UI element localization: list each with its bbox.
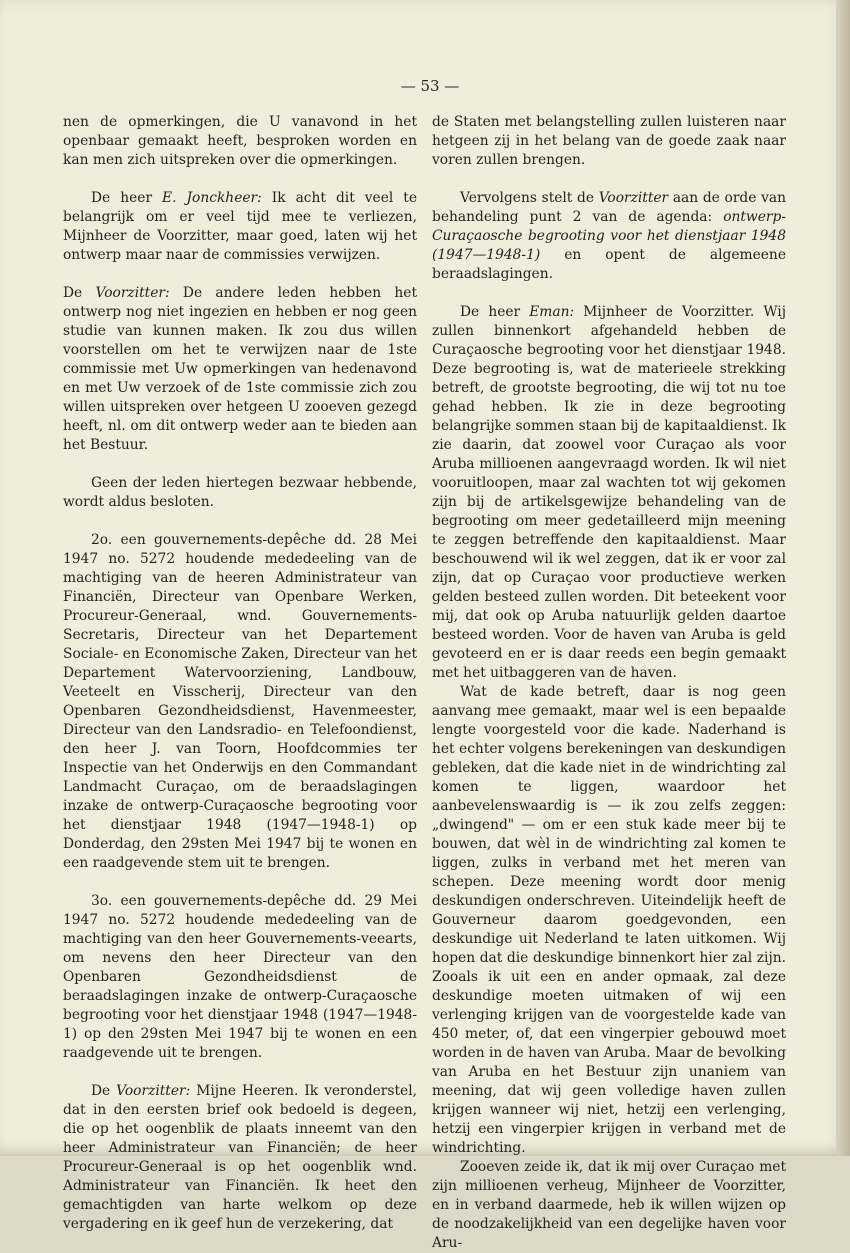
speaker-name: Voorzitter: <box>116 1083 191 1099</box>
paragraph-text: Zooeven zeide ik, dat ik mij over Curaçao met zijn millioenen verheug, Mijnheer de Voorzitter, en in verband daarmede, heb ik willen wijzen op de noodzakelijkheid van een degelijke haven voor Aru- <box>432 1159 786 1251</box>
paragraph-gap <box>63 455 417 474</box>
paragraph-text: Mijne Heeren. Ik veronderstel, dat in den eersten brief ook bedoeld is degeen, die op het oogenblik de plaats inneemt van den heer Administrateur van Financiën; de heer Procureur-Generaal is op het oogenblik wnd. Administrateur van Financiën. Ik heet den gemachtigden van harte welkom op deze vergadering en ik geef hun de verzekering, dat <box>63 1083 417 1232</box>
paragraph <box>63 531 417 873</box>
paragraph-text: Vervolgens stelt de <box>460 190 599 206</box>
paragraph <box>63 284 417 455</box>
paragraph-text: Ik acht dit veel te belangrijk om er veel tijd mee te verliezen, Mijnheer de Voorzitter, maar goed, laten wij het ontwerp maar naar de commissies verwijzen. <box>63 190 417 263</box>
paragraph-text: de Staten met belangstelling zullen luisteren naar hetgeen zij in het belang van de goede zaak naar voren zullen brengen. <box>432 114 786 168</box>
paragraph <box>432 303 786 683</box>
paragraph-text: 2o. een gouvernements-depêche dd. 28 Mei 1947 no. 5272 houdende mededeeling van de machtiging van de heeren Administrateur van Financiën, Directeur van Openbare Werken, Procureur-Generaal, wnd. Gouvernements-Secretaris, Directeur van het Departement Sociale- en Economische Zaken, Directeur van het Departement Watervoorziening, Landbouw, Veeteelt en Visscherij, Directeur van den Openbaren Gezondheidsdienst, Havenmeester, Directeur van den Landsradio- en Telefoondienst, den heer J. van Toorn, Hoofdcommies ter Inspectie van het Onderwijs en den Commandant Landmacht Curaçao, om de beraadslagingen inzake de ontwerp-Curaçaosche begrooting voor het dienstjaar 1948 (1947—1948-1) op Donderdag, den 29sten Mei 1947 bij te wonen en een raadgevende stem uit te brengen. <box>63 532 417 871</box>
paragraph-gap <box>63 1063 417 1082</box>
paragraph <box>432 1158 786 1253</box>
speaker-name: Voorzitter <box>598 190 669 206</box>
speaker-name: Voorzitter: <box>95 285 170 301</box>
paragraph-gap <box>63 170 417 189</box>
paragraph-text: en opent de algemeene beraadslagingen. <box>432 247 786 282</box>
paragraph-text: De <box>63 285 96 301</box>
paragraph <box>63 892 417 1063</box>
page-edge-shadow <box>836 0 850 1156</box>
paragraph-text: Wat de kade betreft, daar is nog geen aanvang mee gemaakt, maar wel is een bepaalde lengte voorgesteld voor die kade. Naderhand is het echter volgens berekeningen van deskundigen gebleken, dat die kade niet in de windrichting zal komen te liggen, waardoor het aanbevelenswaardig is — ik zou zelfs zeggen: „dwingend" — om er een stuk kade meer bij te bouwen, dat wèl in de windrichting zal komen te liggen, zulks in verband met het meren van schepen. Deze meening wordt door menig deskundigen onderschreven. Uiteindelijk heeft de Gouverneur daarom goedgevonden, een deskundige uit Nederland te laten uitkomen. Wij hopen dat die deskundige binnenkort hier zal zijn. Zooals ik uit een en ander opmaak, zal deze deskundige moeten uitmaken of wij een verlenging krijgen van de voorgestelde kade van 450 meter, of, dat een vingerpier gebouwd moet worden in de haven van Aruba. Maar de bevolking van Aruba en het Bestuur zijn unaniem van meening, dat wij geen volledige haven zullen krijgen wanneer wij niet, hetzij een verlenging, hetzij een vingerpier krijgen in verband met de windrichting. <box>432 684 786 1156</box>
paragraph <box>432 683 786 1158</box>
paragraph-text: De heer <box>91 190 163 206</box>
paragraph-gap <box>63 512 417 531</box>
paragraph <box>63 474 417 512</box>
paragraph-text: De <box>91 1083 117 1099</box>
speaker-name: E. Jonckheer: <box>162 190 262 206</box>
page-number: — 53 — <box>400 77 460 95</box>
left-column <box>63 113 417 1234</box>
paragraph-text: De heer <box>460 304 530 320</box>
paragraph <box>63 1082 417 1234</box>
paragraph-text: Geen der leden hiertegen bezwaar hebbende, wordt aldus besloten. <box>63 475 417 510</box>
paragraph-gap <box>63 873 417 892</box>
paragraph <box>432 189 786 284</box>
right-column <box>432 113 786 1253</box>
paragraph-text: aan de orde van behandeling punt 2 van de agenda: <box>432 190 786 225</box>
paragraph <box>63 113 417 170</box>
paragraph-text: Mijnheer de Voorzitter. Wij zullen binnenkort afgehandeld hebben de Curaçaosche begrooting voor het dienstjaar 1948. Deze begrooting is, wat de materieele strekking betreft, de grootste begrooting, die wij tot nu toe gehad hebben. Ik zie in deze begrooting belangrijke sommen staan bij de kapitaaldienst. Ik zie daarin, dat zoowel voor Curaçao als voor Aruba millioenen aangevraagd worden. Ik wil niet vooruitloopen, maar zal wachten tot wij gekomen zijn bij de artikelsgewijze behandeling van de begrooting om meer gedetailleerd mijn meening te zeggen betreffende den kapitaaldienst. Maar beschouwend wil ik wel zeggen, dat ik er voor zal zijn, dat op Curaçao voor productieve werken gelden besteed zullen worden. Dit beteekent voor mij, dat ook op Aruba natuurlijk gelden daartoe besteed worden. Voor de haven van Aruba is geld gevoteerd en er is daar reeds een begin gemaakt met het uitbaggeren van de haven. <box>432 304 786 681</box>
speaker-name: ontwerp-Curaçaosche begrooting voor het dienstjaar 1948 (1947—1948-1) <box>432 209 786 263</box>
paragraph <box>432 113 786 170</box>
paragraph-text: De andere leden hebben het ontwerp nog niet ingezien en hebben er nog geen studie van kunnen maken. Ik zou dus willen voorstellen om het te verwijzen naar de 1ste commissie met Uw opmerkingen van hedenavond en met Uw verzoek of de 1ste commissie zich zou willen uitspreken over hetgeen U zooeven gezegd heeft, nl. om dit ontwerp weder aan te bieden aan het Bestuur. <box>63 285 417 453</box>
speaker-name: Eman: <box>529 304 575 320</box>
paragraph-gap <box>432 170 786 189</box>
paragraph-text: 3o. een gouvernements-depêche dd. 29 Mei 1947 no. 5272 houdende mededeeling van de machtiging van den heer Gouvernements-veearts, om nevens den heer Directeur van den Openbaren Gezondheidsdienst de beraadslagingen inzake de ontwerp-Curaçaosche begrooting voor het dienstjaar 1948 (1947—1948-1) op den 29sten Mei 1947 bij te wonen en een raadgevende uit te brengen. <box>63 893 417 1061</box>
paragraph <box>63 189 417 265</box>
paragraph-gap <box>432 284 786 303</box>
paragraph-gap <box>63 265 417 284</box>
paragraph-text: nen de opmerkingen, die U vanavond in het openbaar gemaakt heeft, besproken worden en kan men zich uitspreken over die opmerkingen. <box>63 114 417 168</box>
